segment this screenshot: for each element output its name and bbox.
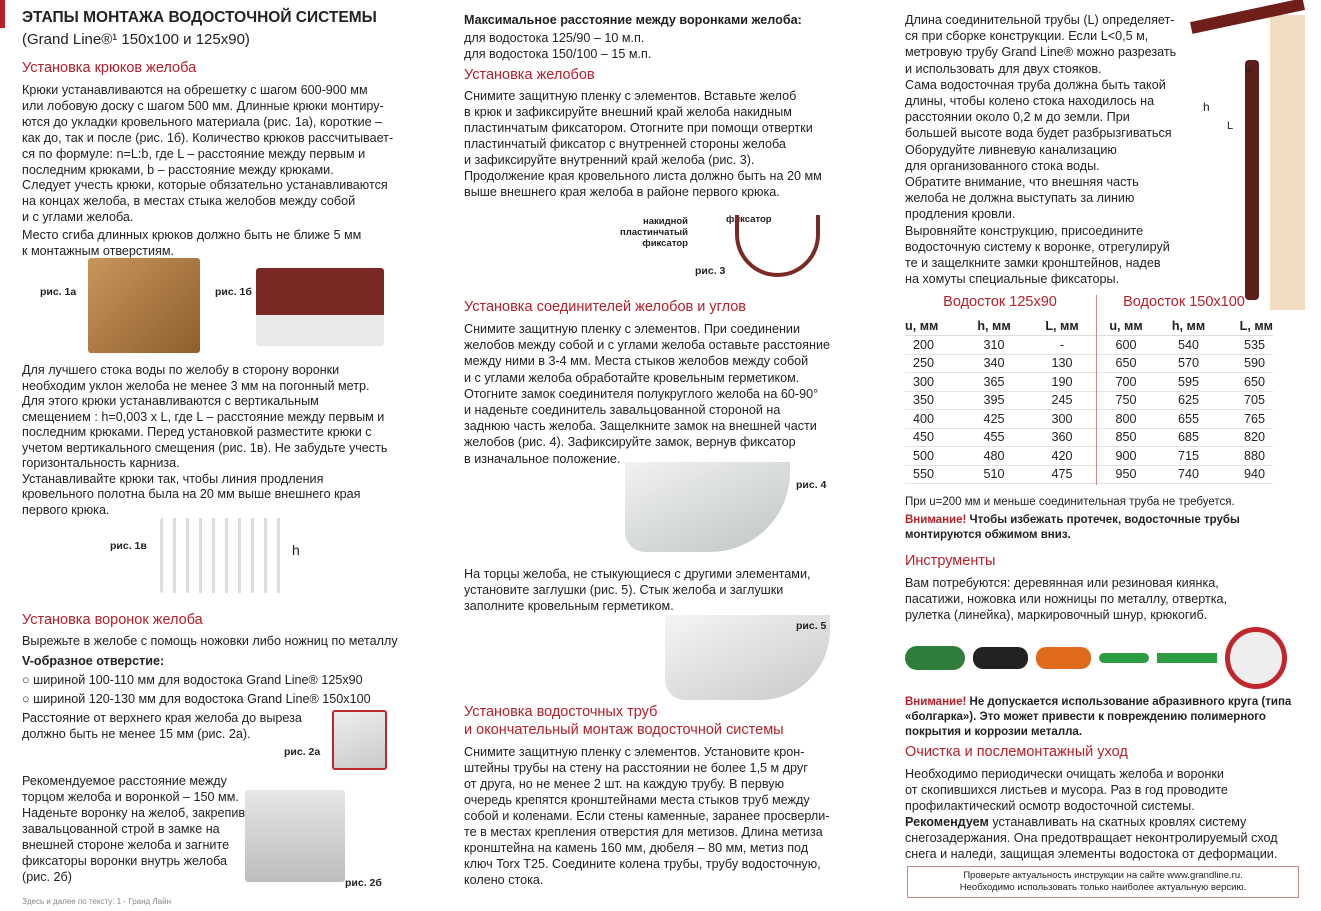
table-cell: 850 [1096, 428, 1156, 447]
no-grinder-icon [1225, 627, 1287, 689]
saw-cut-image [332, 710, 387, 770]
table-cell: 650 [1096, 354, 1156, 373]
diagram-u: u [1245, 64, 1252, 76]
table-cell: 245 [1028, 391, 1096, 410]
table-note: При u=200 мм и меньше соединительная труба не требуется. [905, 496, 1235, 508]
downpipe-data-table [905, 317, 1273, 484]
fig2b-label: рис. 2б [345, 877, 382, 889]
table-cell: 200 [905, 336, 960, 355]
table-cell: 700 [1096, 373, 1156, 392]
table-cell: 510 [960, 465, 1028, 484]
table-cell: 570 [1156, 354, 1221, 373]
fig3-label-fixer: фиксатор [726, 214, 772, 225]
fig1a-label: рис. 1а [40, 286, 77, 298]
warning-1-label: Внимание! [905, 514, 967, 526]
table-cell: 740 [1156, 465, 1221, 484]
col-u: u, мм [1096, 317, 1156, 336]
table-cell: 190 [1028, 373, 1096, 392]
warning-2 [905, 695, 1295, 740]
mallet-icon [973, 647, 1028, 669]
short-hooks-image [256, 268, 384, 346]
shears-icon [905, 646, 965, 670]
col-L: L, мм [1221, 317, 1273, 336]
table-cell: 600 [1096, 336, 1156, 355]
table-cell: 395 [960, 391, 1028, 410]
care-rec-label: Рекомендуем [905, 815, 989, 829]
table-cell: 800 [1096, 410, 1156, 429]
hooks-paragraph-1: Крюки устанавливаются на обрешетку с шагом 600-900 мм или лобовую доску с шагом 500 мм. Длинные крюки монтиру- ются до укладки кровельного материала (рис. 1а), короткие – как до, так и после (рис. 1б). Количество крюков рассчитывает- ся по формуле: n=L:b, где L – расстояние между первым и последним крюками, b – расстояние между крюками. [22, 83, 394, 177]
table-cell: 300 [1028, 410, 1096, 429]
table-row [905, 410, 1273, 429]
fig4-label: рис. 4 [796, 479, 827, 491]
diagram-h: h [1203, 100, 1210, 114]
downpipe-diagram [1185, 0, 1310, 310]
hooks-paragraph-4: Для лучшего стока воды по желобу в сторону воронки необходим уклон желоба не менее 3 мм на погонный метр. Для этого крюки устанавливаются с вертикальным смещением : h=0,003 x L, где L – расстояние между первым и последним крюками. Перед установкой разместите крюки с учетом вертикального смещения (рис. 1в). Не забудьте учесть горизонтальность карниза. Устанавливайте крюки так, чтобы линия продления кровельного полотна была на 20 мм выше внешнего края первого крюка. [22, 363, 388, 517]
max-distance-heading: Максимальное расстояние между воронками желоба: [464, 13, 802, 27]
funnel-paragraph-3: Рекомендуемое расстояние между торцом желоба и воронкой – 150 мм. Наденьте воронку на желоб, закрепив завальцованной строй в замке на внешней стороне желоба и загните фиксаторы воронки внутрь желоба (рис. 2б) [22, 774, 246, 884]
tools-paragraph: Вам потребуются: деревянная или резиновая киянка, пасатижи, ножовка или ножницы по металлу, отвертка, рулетка (линейка), маркировочный шнур, крюкогиб. [905, 576, 1228, 622]
page-title: ЭТАПЫ МОНТАЖА ВОДОСТОЧНОЙ СИСТЕМЫ [22, 9, 377, 26]
table-cell: 750 [1096, 391, 1156, 410]
pipe [1245, 60, 1259, 300]
table-cell: 595 [1156, 373, 1221, 392]
table-cell: 310 [960, 336, 1028, 355]
table-row [905, 354, 1273, 373]
table-group-150: Водосток 150x100 [1123, 294, 1245, 310]
warning-2-label: Внимание! [905, 696, 967, 708]
care-heading: Очистка и послемонтажный уход [905, 744, 1128, 760]
table-cell: 705 [1221, 391, 1273, 410]
warning-1 [905, 513, 1250, 543]
table-cell: 820 [1221, 428, 1273, 447]
table-cell: 625 [1156, 391, 1221, 410]
bullet-1: ○ шириной 100-110 мм для водостока Grand Line® 125x90 [22, 673, 363, 687]
col-h: h, мм [1156, 317, 1221, 336]
table-header-row [905, 317, 1273, 336]
table-cell: 365 [960, 373, 1028, 392]
connector-image [625, 462, 790, 552]
table-cell: 880 [1221, 447, 1273, 466]
diagram-L: L [1227, 120, 1234, 132]
hook-bender-icon [1157, 653, 1217, 663]
right-intro-paragraph: Длина соединительной трубы (L) определяет- ся при сборке конструкции. Если L<0,5 м, метровую трубу Grand Line® можно разрезать и использовать для двух стояков. Сама водосточная труба должна быть такой длины, чтобы колено стока находилось на расстоянии около 0,2 м до земли. При большей высоте вода будет разбрызгиваться Оборудуйте ливневую канализацию для организованного стока воды. Обратите внимание, что внешняя часть желоба не должна выступать за линию продления кровли. Выровняйте конструкцию, присоедините водосточную систему к воронке, отрегулируй те и защелкните замки кронштейнов, надев на хомуты специальные фиксаторы. [905, 13, 1177, 287]
table-cell: 765 [1221, 410, 1273, 429]
fig3-label: рис. 3 [695, 265, 726, 277]
fig3-label-clip: накидной пластинчатый фиксатор [620, 216, 688, 249]
table-cell: 420 [1028, 447, 1096, 466]
col-h: h, мм [960, 317, 1028, 336]
wall [1270, 15, 1305, 310]
table-cell: 425 [960, 410, 1028, 429]
tools-heading: Инструменты [905, 553, 996, 569]
care-recommendation [905, 814, 1278, 862]
table-cell: 250 [905, 354, 960, 373]
table-cell: 650 [1221, 373, 1273, 392]
hooks-slope-image [160, 518, 290, 593]
downpipe-table [905, 293, 1273, 484]
table-cell: - [1028, 336, 1096, 355]
table-cell: 940 [1221, 465, 1273, 484]
table-row [905, 391, 1273, 410]
long-hooks-image [88, 258, 200, 353]
funnel-image [245, 790, 345, 882]
table-cell: 130 [1028, 354, 1096, 373]
footnote: Здесь и далее по тексту: 1 - Гранд Лайн [22, 897, 171, 906]
table-cell: 535 [1221, 336, 1273, 355]
table-row [905, 465, 1273, 484]
warning-1-text: Чтобы избежать протечек, водосточные трубы монтируются обжимом вниз. [905, 514, 1240, 541]
gutter-heading: Установка желобов [464, 67, 595, 83]
table-row [905, 447, 1273, 466]
pipes-heading: Установка водосточных труб и окончательный монтаж водосточной системы [464, 704, 784, 738]
hooks-heading: Установка крюков желоба [22, 60, 197, 76]
col-L: L, мм [1028, 317, 1096, 336]
table-cell: 500 [905, 447, 960, 466]
gutter-paragraph: Снимите защитную пленку с элементов. Вставьте желоб в крюк и зафиксируйте внешний край желоба накидным пластинчатым фиксатором. Отогните при помощи отвертки пластинчатый фиксатор с внутренней стороны желоба и зафиксируйте внутренний край желоба (рис. 3). Продолжение края кровельного листа должно быть на 20 мм выше внешнего края желоба в районе первого крюка. [464, 89, 822, 199]
hooks-paragraph-2: Следует учесть крюки, которые обязательно устанавливаются на концах желоба, в местах стыка желобов между собой и с углами желоба. [22, 178, 388, 224]
table-cell: 900 [1096, 447, 1156, 466]
accent-bar [0, 0, 5, 28]
caps-paragraph: На торцы желоба, не стыкующиеся с другими элементами, установите заглушки (рис. 5). Стык желоба и заглушки заполните кровельным герметиком. [464, 567, 811, 613]
page-subtitle: (Grand Line®¹ 150x100 и 125x90) [22, 31, 250, 48]
table-cell: 480 [960, 447, 1028, 466]
care-rec-text: устанавливать на скатных кровлях систему снегозадержания. Она предотвращает неконтролируемый сход снега и наледи, защищая элементы водостока от деформации. [905, 815, 1278, 861]
col-u: u, мм [905, 317, 960, 336]
table-cell: 950 [1096, 465, 1156, 484]
table-cell: 715 [1156, 447, 1221, 466]
table-row [905, 373, 1273, 392]
bullet-2: ○ шириной 120-130 мм для водостока Grand Line® 150x100 [22, 692, 371, 706]
table-cell: 685 [1156, 428, 1221, 447]
tools-image [905, 625, 1290, 690]
table-cell: 450 [905, 428, 960, 447]
table-row [905, 336, 1273, 355]
table-groups [905, 293, 1273, 311]
warning-2-text: Не допускается использование абразивного круга (типа «болгарка»). Это может привести к повреждению полимерного покрытия и коррозии металла. [905, 696, 1292, 738]
max-distance-lines: для водостока 125/90 – 10 м.п. для водостока 150/100 – 15 м.п. [464, 31, 652, 61]
funnel-paragraph-1: Вырежьте в желобе с помощь ножовки либо ножниц по металлу [22, 634, 398, 648]
table-cell: 300 [905, 373, 960, 392]
pliers-icon [1036, 647, 1091, 669]
table-cell: 475 [1028, 465, 1096, 484]
table-cell: 400 [905, 410, 960, 429]
hooks-paragraph-3: Место сгиба длинных крюков должно быть не ближе 5 мм к монтажным отверстиям. [22, 228, 362, 258]
table-cell: 540 [1156, 336, 1221, 355]
care-paragraph: Необходимо периодически очищать желоба и воронки от скопившихся листьев и мусора. Раз в год проводите профилактический осмотр водосточной системы. [905, 767, 1228, 813]
table-cell: 340 [960, 354, 1028, 373]
version-notice: Проверьте актуальность инструкции на сайте www.grandline.ru. Необходимо использовать только наиболее актуальную версию. [907, 866, 1299, 898]
connectors-paragraph: Снимите защитную пленку с элементов. При соединении желобов между собой и с углами желоба оставьте расстояние между ними в 3-4 мм. Места стыков желобов между собой и с углами желоба обработайте кровельным герметиком. Отогните замок соединителя полукруглого желоба на 60-90° и наденьте соединитель завальцованной стороной на заднюю часть желоба. Защелкните замок на внешней части желобов (рис. 4). Зафиксируйте замок, вернув фиксатор в изначальное положение. [464, 322, 830, 466]
table-cell: 455 [960, 428, 1028, 447]
bullet-2-text: шириной 120-130 мм для водостока Grand Line® 150x100 [33, 692, 371, 706]
table-cell: 350 [905, 391, 960, 410]
table-row [905, 428, 1273, 447]
table-divider [1096, 295, 1097, 485]
gutter-hook-image [735, 215, 820, 277]
fig1v-label: рис. 1в [110, 540, 147, 552]
bullet-1-text: шириной 100-110 мм для водостока Grand Line® 125x90 [33, 673, 363, 687]
v-hole-heading: V-образное отверстие: [22, 654, 165, 668]
fig2a-label: рис. 2а [284, 746, 321, 758]
pipes-paragraph: Снимите защитную пленку с элементов. Установите крон- штейны трубы на стену на расстоянии не более 1,5 м друг от друга, но не менее 2 шт. на каждую трубу. В первую очередь крепятся кронштейнами места стыков труб между собой и коленами. Если стены каменные, заранее просверли- те в местах крепления отверстия для метизов. Длина метиза кронштейна на камень 160 мм, дюбеля – 80 мм, метиз под ключ Torx T25. Соедините колена трубы, трубу водосточную, колено стока. [464, 745, 830, 887]
table-cell: 360 [1028, 428, 1096, 447]
table-cell: 550 [905, 465, 960, 484]
fig5-label: рис. 5 [796, 620, 827, 632]
funnel-heading: Установка воронок желоба [22, 612, 203, 628]
screwdriver-icon [1099, 653, 1149, 663]
table-cell: 655 [1156, 410, 1221, 429]
table-cell: 590 [1221, 354, 1273, 373]
connectors-heading: Установка соединителей желобов и углов [464, 299, 746, 315]
slope-h-label: h [292, 542, 300, 558]
funnel-paragraph-2: Расстояние от верхнего края желоба до выреза должно быть не менее 15 мм (рис. 2а). [22, 711, 302, 741]
table-group-125: Водосток 125x90 [943, 294, 1057, 310]
fig1b-label: рис. 1б [215, 286, 252, 298]
